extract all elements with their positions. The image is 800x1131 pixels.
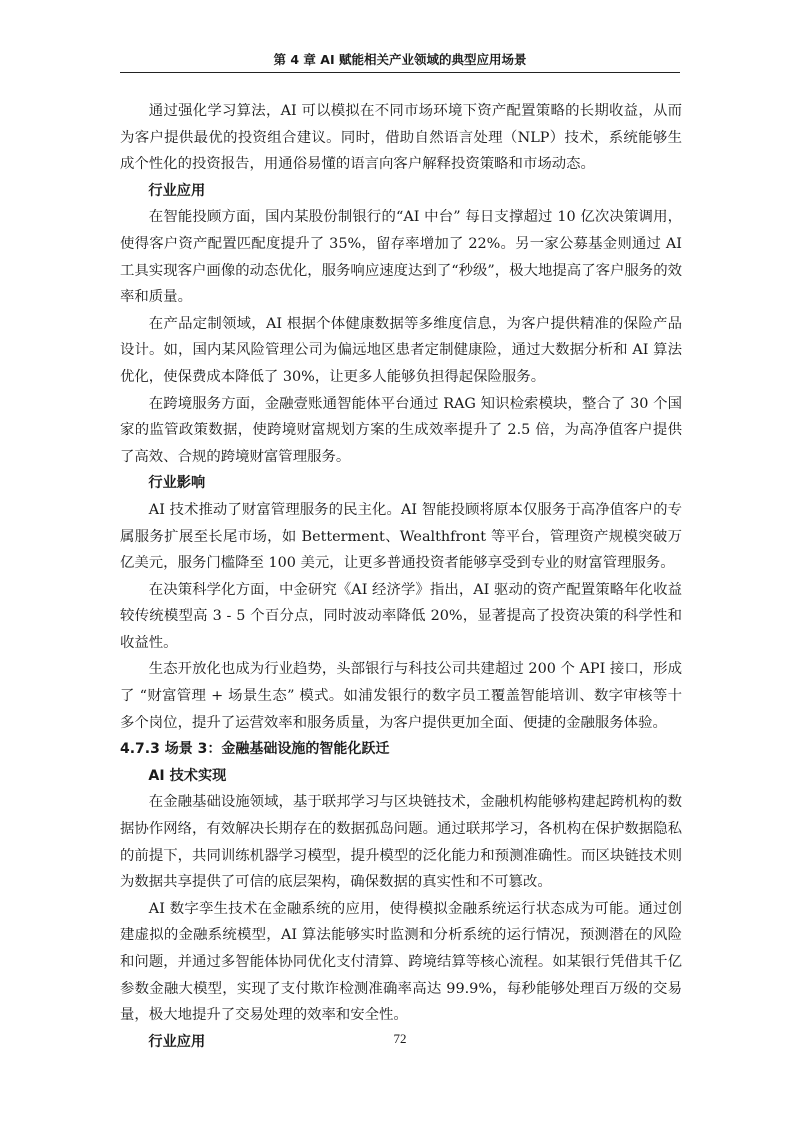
page-number: 72 [393,1031,407,1046]
body-paragraph: 在金融基础设施领域，基于联邦学习与区块链技术，金融机构能够构建起跨机构的数据协作网络，有效解决长期存在的数据孤岛问题。通过联邦学习，各机构在保护数据隐私的前提下，共同训练机器学习模型，提升模型的泛化能力和预测准确性。而区块链技术则为数据共享提供了可信的底层架构，确保数据的真实性和不可篡改。 [120,794,682,891]
page-body [120,98,682,1055]
body-paragraph: 在决策科学化方面，中金研究《AI 经济学》指出，AI 驱动的资产配置策略年化收益较传统模型高 3 - 5 个百分点，同时波动率降低 20%，显著提高了投资决策的科学性和收益性。 [120,581,682,651]
body-paragraph: 通过强化学习算法，AI 可以模拟在不同市场环境下资产配置策略的长期收益，从而为客户提供最优的投资组合建议。同时，借助自然语言处理（NLP）技术，系统能够生成个性化的投资报告，用通俗易懂的语言向客户解释投资策略和市场动态。 [120,103,682,173]
section-heading: 4.7.3 场景 3：金融基础设施的智能化跃迁 [120,741,390,758]
subsection-heading: AI 技术实现 [148,767,227,784]
header-rule [120,72,680,73]
subsection-heading: 行业影响 [148,475,206,492]
subsection-heading: 行业应用 [148,182,206,199]
body-paragraph: AI 技术推动了财富管理服务的民主化。AI 智能投顾将原本仅服务于高净值客户的专属服务扩展至长尾市场，如 Betterment、Wealthfront 等平台，管理资产规模突破万亿美元，服务门槛降至 100 美元，让更多普通投资者能够享受到专业的财富管理服务。 [120,501,682,572]
body-paragraph: 在产品定制领域，AI 根据个体健康数据等多维度信息，为客户提供精准的保险产品设计。如，国内某风险管理公司为偏远地区患者定制健康险，通过大数据分析和 AI 算法优化，使保费成本降低了 30%，让更多人能够负担得起保险服务。 [120,315,682,385]
body-paragraph: 在智能投顾方面，国内某股份制银行的“AI 中台” 每日支撑超过 10 亿次决策调用，使得客户资产配置匹配度提升了 35%，留存率增加了 22%。另一家公募基金则通过 AI 工具实现客户画像的动态优化，服务响应速度达到了“秒级”，极大地提高了客户服务的效率和质量。 [120,209,682,306]
body-paragraph: AI 数字孪生技术在金融系统的应用，使得模拟金融系统运行状态成为可能。通过创建虚拟的金融系统模型，AI 算法能够实时监测和分析系统的运行情况，预测潜在的风险和问题，并通过多智能体协同优化支付清算、跨境结算等核心流程。如某银行凭借其千亿参数金融大模型，实现了支付欺诈检测准确率高达 99.9%，每秒能够处理百万级的交易量，极大地提升了交易处理的效率和安全性。 [120,900,682,1024]
body-paragraph: 生态开放化也成为行业趋势，头部银行与科技公司共建超过 200 个 API 接口，形成了 “财富管理 + 场景生态” 模式。如浦发银行的数字员工覆盖智能培训、数字审核等十多个岗位，提升了运营效率和服务质量，为客户提供更加全面、便捷的金融服务体验。 [120,661,682,731]
body-paragraph: 在跨境服务方面，金融壹账通智能体平台通过 RAG 知识检索模块，整合了 30 个国家的监管政策数据，使跨境财富规划方案的生成效率提升了 2.5 倍，为高净值客户提供了高效、合规的跨境财富管理服务。 [120,395,682,465]
running-header: 第 4 章 AI 赋能相关产业领域的典型应用场景 [273,52,527,67]
subsection-heading: 行业应用 [148,1033,206,1050]
